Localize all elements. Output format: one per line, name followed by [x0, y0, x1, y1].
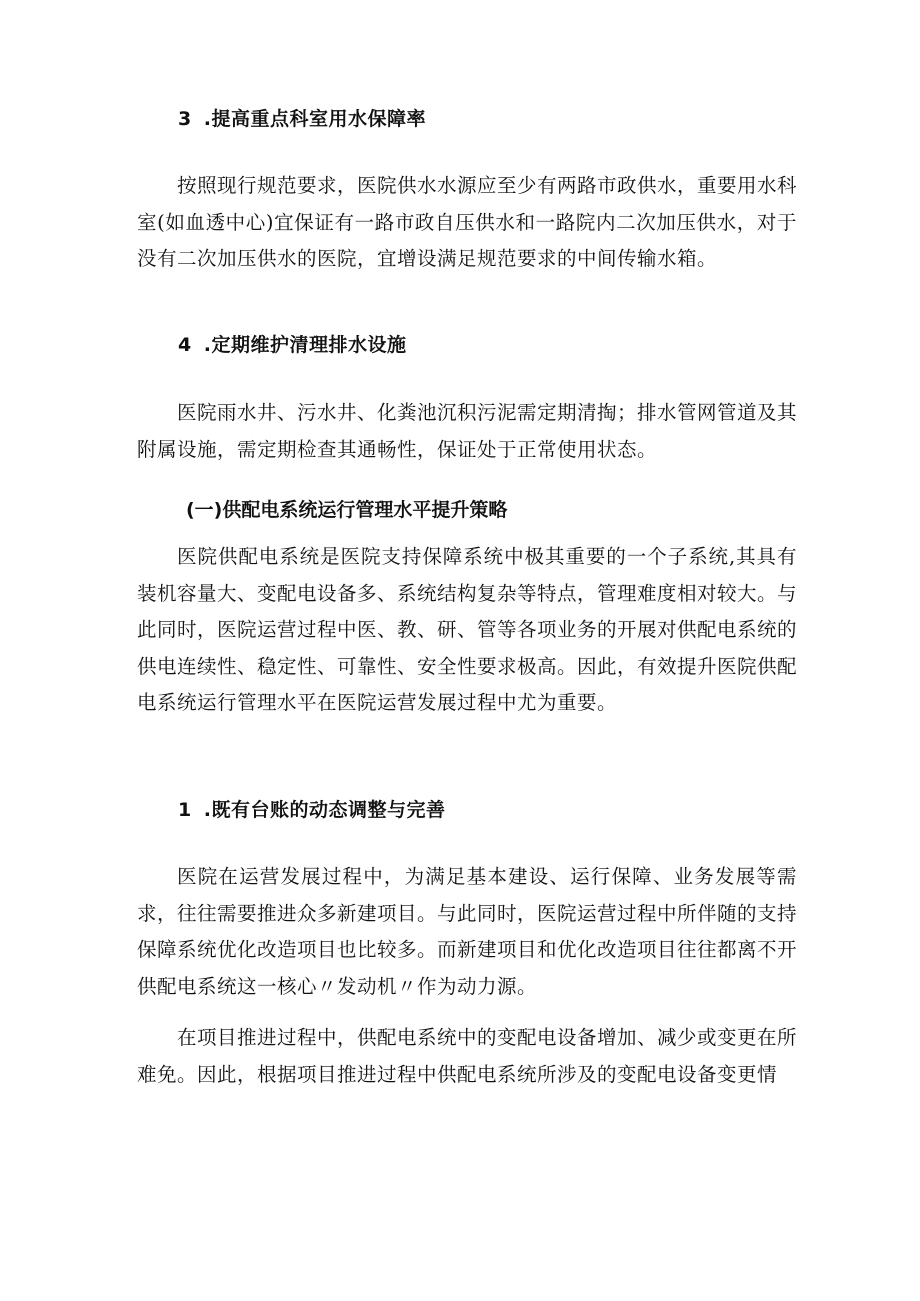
- heading-title: .定期维护清理排水设施: [203, 334, 407, 356]
- paragraph-new-projects: 医院在运营发展过程中，为满足基本建设、运行保障、业务发展等需求，往往需要推进众多新建项目。与此同时，医院运营过程中所伴随的支持保障系统优化改造项目也比较多。而新建项目和优化改造项目往往都离不开供配电系统这一核心〃发动机〃作为动力源。: [137, 865, 798, 998]
- paragraph-water-supply: 按照现行规范要求，医院供水水源应至少有两路市政供水，重要用水科室(如血透中心)宜保证有一路市政自压供水和一路院内二次加压供水，对于没有二次加压供水的医院，宜增设满足规范要求的中间传输水箱。: [137, 174, 798, 270]
- heading-title: .提高重点科室用水保障率: [203, 108, 426, 130]
- heading-number: 4: [178, 334, 192, 356]
- heading-number: 3: [178, 108, 192, 130]
- paragraph-drainage: 医院雨水井、污水井、化粪池沉积污泥需定期清掏；排水管网管道及其附属设施，需定期检查其通畅性，保证处于正常使用状态。: [137, 401, 798, 461]
- heading-title: .既有台账的动态调整与完善: [203, 799, 446, 821]
- paragraph-equipment-changes: 在项目推进过程中，供配电系统中的变配电设备增加、减少或变更在所难免。因此，根据项目推进过程中供配电系统所涉及的变配电设备变更情: [137, 1026, 798, 1086]
- section-heading-3: [178, 104, 426, 131]
- paragraph-power-system: 医院供配电系统是医院支持保障系统中极其重要的一个子系统,其具有装机容量大、变配电设备多、系统结构复杂等特点，管理难度相对较大。与此同时，医院运营过程中医、教、研、管等各项业务的开展对供配电系统的供电连续性、稳定性、可靠性、安全性要求极高。因此，有效提升医院供配电系统运行管理水平在医院运营发展过程中尤为重要。: [137, 545, 798, 714]
- heading-number: 1: [178, 799, 192, 821]
- section-heading-1: [178, 795, 445, 822]
- section-heading-4: [178, 330, 406, 357]
- subsection-heading-power: (一)供配电系统运行管理水平提升策略: [186, 499, 508, 521]
